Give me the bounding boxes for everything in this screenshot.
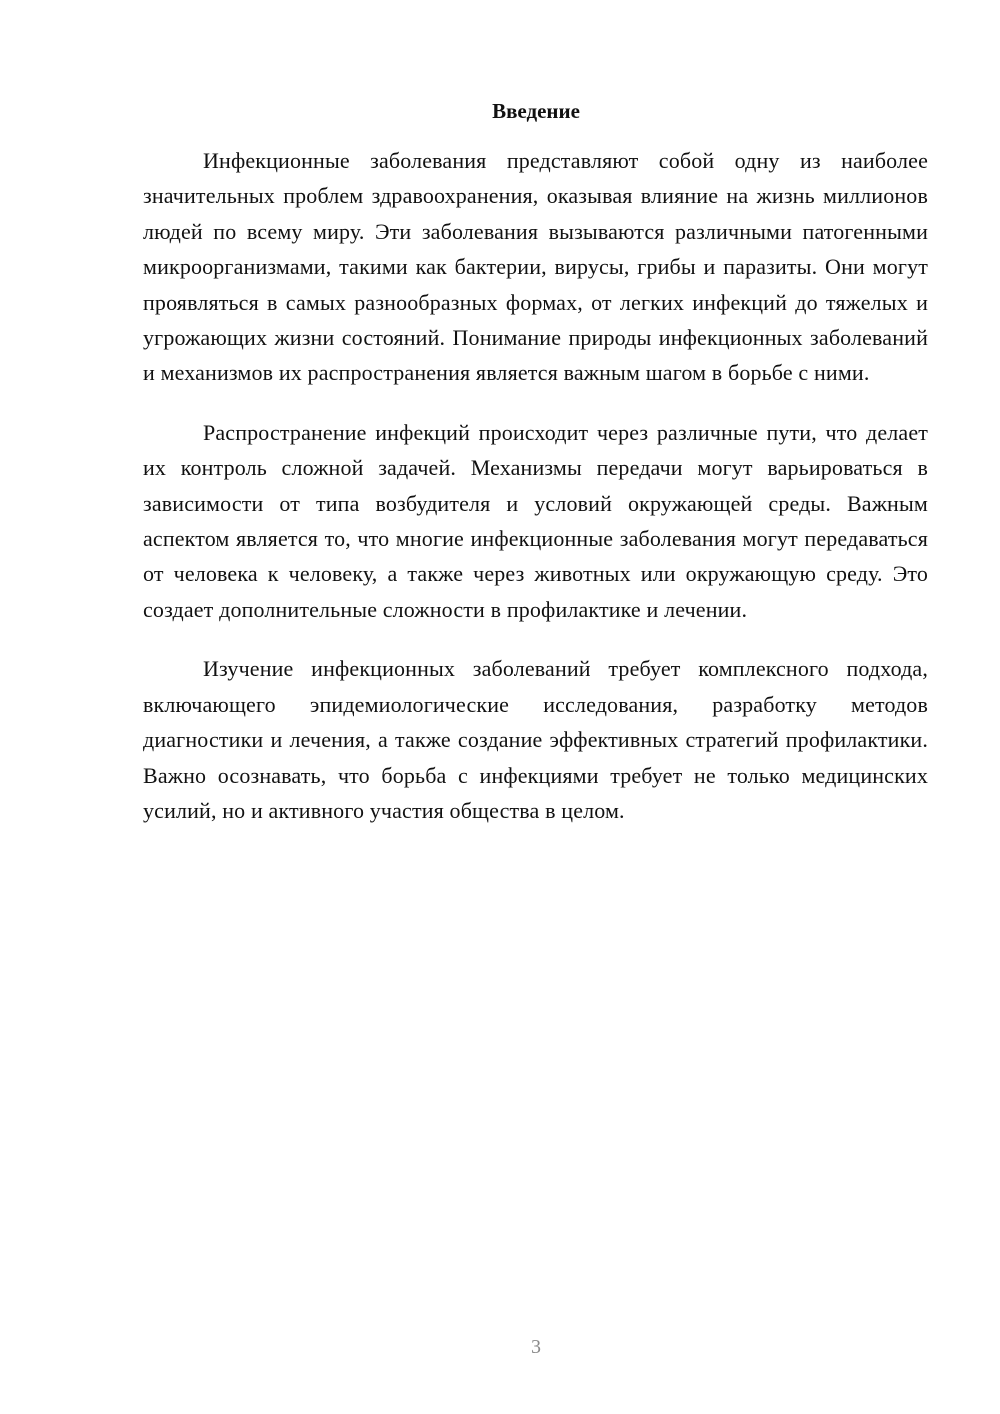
paragraph-3: Изучение инфекционных заболеваний требует комплексного подхода, включающего эпидемиологические исследования, разработку методов диагностики и лечения, а также создание эффективных стратегий профилактики. Важно осознавать, что борьба с инфекциями требует не только медицинских усилий, но и активного участия общества в целом. — [143, 656, 928, 823]
paragraph-2: Распространение инфекций происходит через различные пути, что делает их контроль сложной задачей. Механизмы передачи могут варьироваться в зависимости от типа возбудителя и условий окружающей среды. Важным аспектом является то, что многие инфекционные заболевания могут передаваться от человека к человеку, а также через животных или окружающую среду. Это создает дополнительные сложности в профилактике и лечении. — [143, 419, 928, 622]
body-text — [143, 143, 928, 852]
page-number: 3 — [531, 1336, 541, 1358]
section-heading: Введение — [492, 99, 580, 123]
paragraph-1: Инфекционные заболевания представляют собой одну из наиболее значительных проблем здравоохранения, оказывая влияние на жизнь миллионов людей по всему миру. Эти заболевания вызываются различными патогенными микроорганизмами, такими как бактерии, вирусы, грибы и паразиты. Они могут проявляться в самых разнообразных формах, от легких инфекций до тяжелых и угрожающих жизни состояний. Понимание природы инфекционных заболеваний и механизмов их распространения является важным шагом в борьбе с ними. — [143, 148, 928, 386]
